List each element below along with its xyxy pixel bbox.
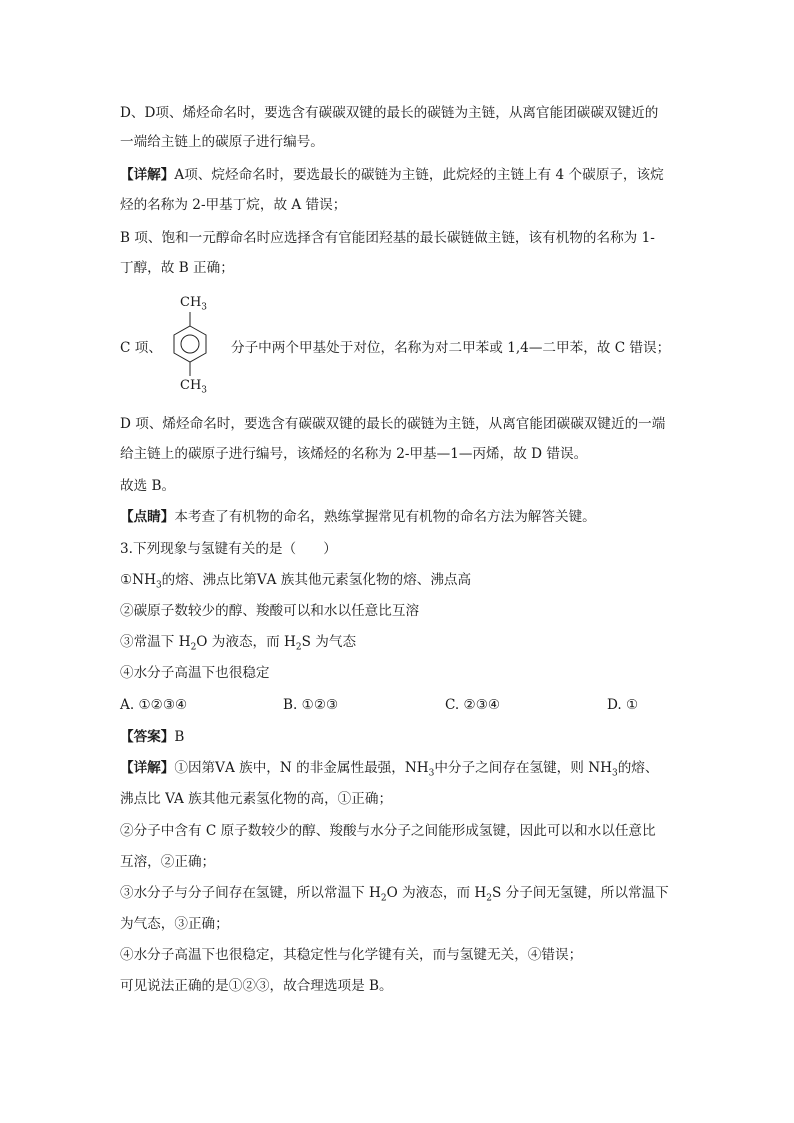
statement-4: ④水分子高温下也很稳定 [120, 665, 270, 681]
option-b: B. ①②③ [283, 697, 339, 713]
explain-line2: 沸点比 VA 族其他元素氢化物的高，①正确； [120, 791, 393, 807]
detail-a-line2: 烃的名称为 2-甲基丁烷，故 A 错误； [120, 197, 347, 213]
explain-line4: 互溶，②正确； [120, 854, 216, 870]
option-d: D. ① [607, 697, 639, 713]
choose-line: 故选 B。 [120, 478, 176, 494]
d-line1: D 项、烯烃命名时，要选含有碳碳双键的最长的碳链为主链，从离官能团碳碳双键近的一端 [120, 416, 666, 432]
paragraph-d-line1: D、D项、烯烃命名时，要选含有碳碳双键的最长的碳链为主链，从离官能团碳碳双键近的 [120, 105, 659, 121]
question-3: 3.下列现象与氢键有关的是（ ） [120, 541, 337, 557]
d-line2: 给主链上的碳原子进行编号，该烯烃的名称为 2-甲基—1—丙烯，故 D 错误。 [120, 446, 588, 462]
explain-line8: 可见说法正确的是①②③，故合理选项是 B。 [120, 978, 393, 994]
methyl-top-label: $CH_3$ [180, 295, 208, 313]
dianjing-line [120, 508, 596, 526]
dianjing-text: 本考查了有机物的命名，熟练掌握常见有机物的命名方法为解答关键。 [174, 509, 596, 525]
explain-line5: ③水分子与分子间存在氢键，所以常温下 $H_2O$ 为液态，而 $H_2S$ 分子间无氢键，所以常温下 [120, 885, 669, 904]
paragraph-d-line2: 一端给主链上的碳原子进行编号。 [120, 134, 324, 150]
answer-label: 【答案】 [120, 729, 175, 745]
b-line1: B 项、饱和一元醇命名时应选择含有官能团羟基的最长碳链做主链，该有机物的名称为 1- [120, 230, 655, 246]
detail-a-line1 [120, 166, 664, 184]
explain-line7: ④水分子高温下也很稳定，其稳定性与化学键有关，而与氢键无关，④错误； [120, 947, 583, 963]
explain-line3: ②分子中含有 C 原子数较少的醇、羧酸与水分子之间能形成氢键，因此可以和水以任意比 [120, 823, 656, 839]
statement-2: ②碳原子数较少的醇、羧酸可以和水以任意比互溶 [120, 603, 420, 619]
option-a: A. ①②③④ [120, 697, 188, 713]
answer-value: B [174, 729, 185, 745]
c-prefix: C 项、 [120, 340, 162, 356]
explain-line6: 为气态，③正确； [120, 916, 229, 932]
option-c: C. ②③④ [445, 697, 501, 713]
detail-a-text: A项、烷烃命名时，要选最长的碳链为主链，此烷烃的主链上有 4 个碳原子，该烷 [174, 167, 664, 183]
b-line2: 丁醇，故 B 正确； [120, 260, 234, 276]
dianjing-label: 【点睛】 [120, 509, 175, 525]
detail-label-2: 【详解】 [120, 760, 175, 776]
c-text: 分子中两个甲基处于对位，名称为对二甲苯或 1,4—二甲苯，故 C 错误； [231, 340, 671, 356]
detail-label: 【详解】 [120, 167, 175, 183]
statement-1: $①NH_3$的熔、沸点比第ⅤA 族其他元素氢化物的熔、沸点高 [120, 572, 472, 591]
methyl-bottom-label: $CH_3$ [180, 378, 208, 396]
statement-3: ③常温下 $H_2O$ 为液态，而 $H_2S$ 为气态 [120, 634, 357, 653]
answer-line [120, 728, 184, 746]
explain-line1: 【详解】①因第ⅤA 族中，N 的非金属性最强，$NH_3$中分子之间存在氢键，则 $NH_3$的熔、 [120, 760, 659, 779]
